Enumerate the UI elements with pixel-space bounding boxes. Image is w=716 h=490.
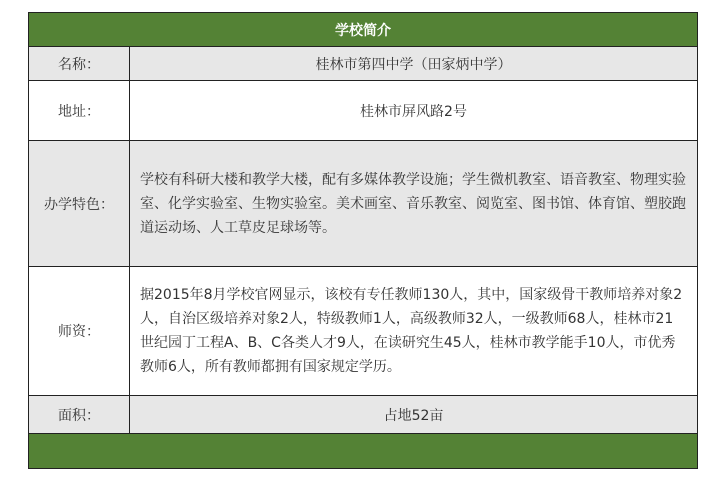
table-footer-row bbox=[29, 434, 698, 469]
table-row-staff bbox=[29, 267, 698, 396]
table-footer bbox=[29, 434, 698, 469]
table-row-features bbox=[29, 141, 698, 267]
table-row-name bbox=[29, 47, 698, 81]
table-row-address bbox=[29, 81, 698, 141]
school-info-table bbox=[28, 12, 698, 469]
name-label: 名称： bbox=[29, 47, 130, 81]
features-value: 学校有科研大楼和教学大楼，配有多媒体教学设施；学生微机教室、语音教室、物理实验室、化学实验室、生物实验室。美术画室、音乐教室、阅览室、图书馆、体育馆、塑胶跑道运动场、人工草皮足球场等。 bbox=[130, 141, 698, 267]
area-label: 面积： bbox=[29, 396, 130, 434]
staff-label: 师资： bbox=[29, 267, 130, 396]
area-value: 占地52亩 bbox=[130, 396, 698, 434]
features-label: 办学特色： bbox=[29, 141, 130, 267]
table-title: 学校简介 bbox=[29, 13, 698, 47]
staff-value: 据2015年8月学校官网显示，该校有专任教师130人，其中，国家级骨干教师培养对象2人，自治区级培养对象2人，特级教师1人，高级教师32人，一级教师68人，桂林市21世纪园丁工程A、B、C各类人才9人，在读研究生45人，桂林市教学能手10人，市优秀教师6人，所有教师都拥有国家规定学历。 bbox=[130, 267, 698, 396]
table-header-row bbox=[29, 13, 698, 47]
table-row-area bbox=[29, 396, 698, 434]
name-value: 桂林市第四中学（田家炳中学） bbox=[130, 47, 698, 81]
address-label: 地址： bbox=[29, 81, 130, 141]
address-value: 桂林市屏风路2号 bbox=[130, 81, 698, 141]
